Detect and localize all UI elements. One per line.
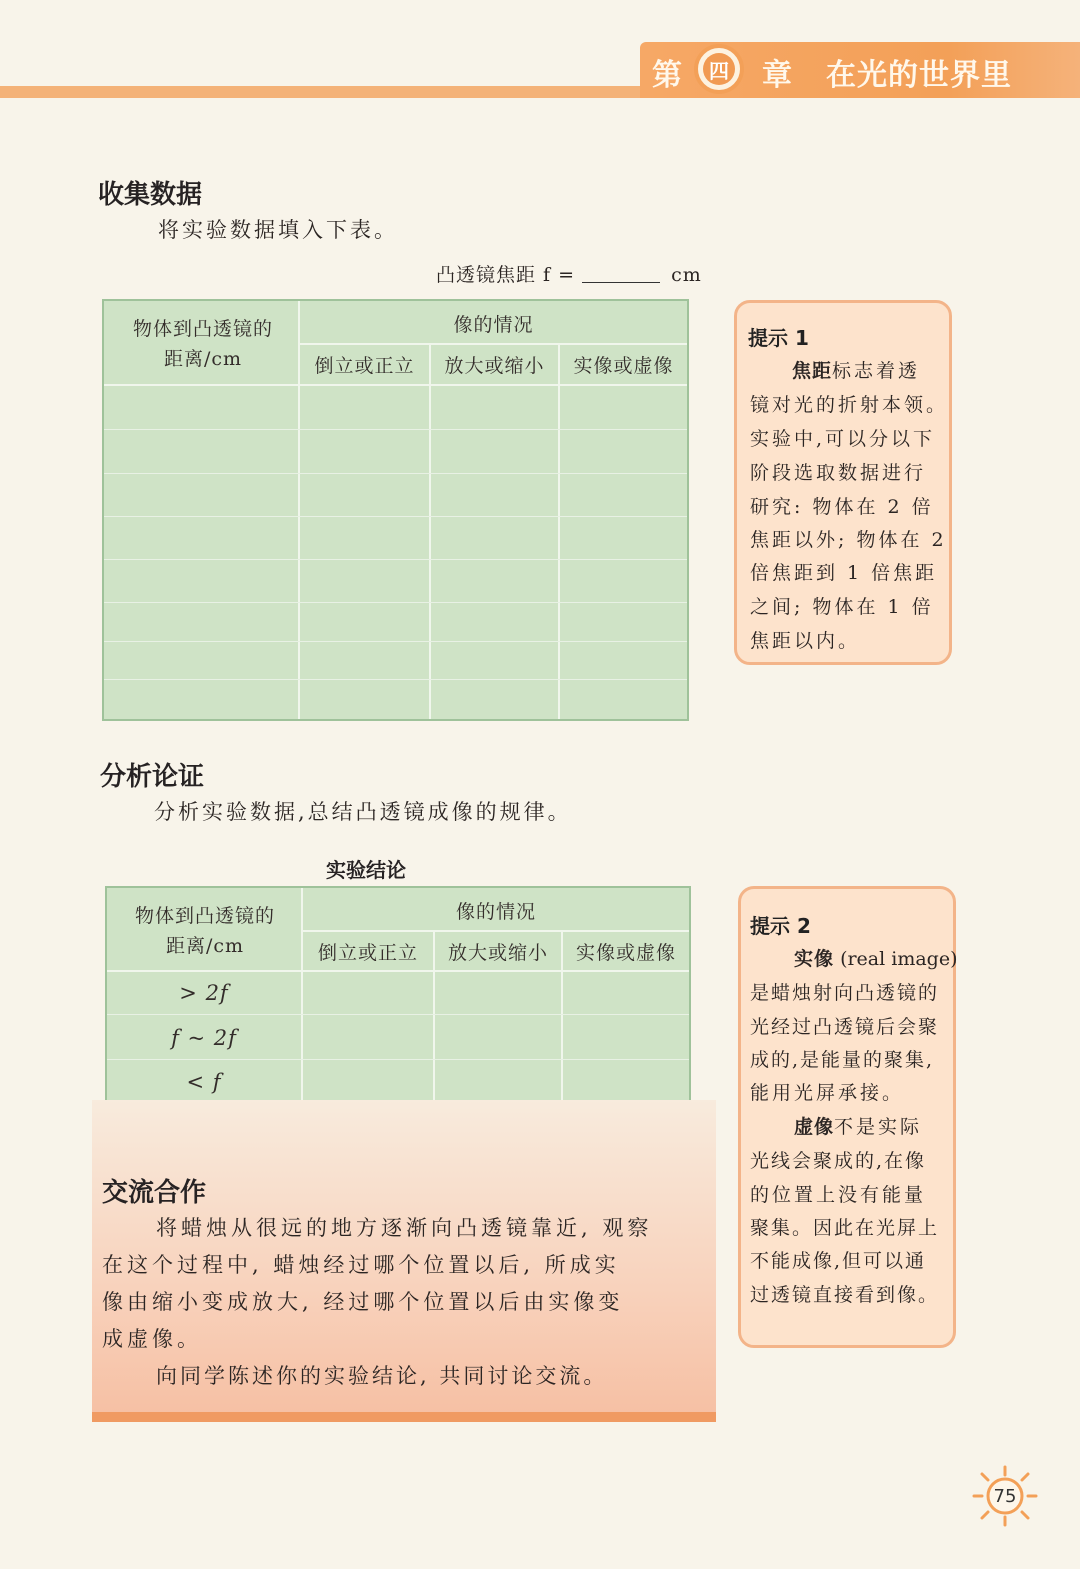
table-row-distance: > 2f: [179, 981, 229, 1005]
hint-2-line: 过透镜直接看到像。: [750, 1284, 940, 1306]
table-row-distance: f ~ 2f: [171, 1025, 237, 1050]
collab-section-rule: [92, 1412, 716, 1422]
table-row-distance: < f: [186, 1069, 222, 1094]
focal-length-label: 凸透镜焦距 f =: [436, 264, 576, 286]
hint-2-line: 能用光屏承接。: [750, 1082, 905, 1104]
hint-2-line: 聚集。因此在光屏上: [750, 1217, 940, 1239]
analyze-heading: 分析论证: [100, 762, 205, 792]
hint-2-line: 成的,是能量的聚集,: [750, 1049, 935, 1071]
chapter-number-badge: [694, 44, 744, 94]
page-number: 75: [993, 1486, 1017, 1507]
conclusion-table: [105, 886, 691, 1104]
hint-2-line: 实像 (real image): [794, 948, 958, 970]
conclusion-table-title: 实验结论: [326, 858, 406, 882]
hint-1-line: 焦距以内。: [750, 630, 861, 652]
hint-1-line: 焦距以外; 物体在 2: [750, 529, 947, 551]
hint-2-line: 光经过凸透镜后会聚: [750, 1016, 940, 1038]
collab-line: 成虚像。: [102, 1327, 202, 1351]
chapter-number: 四: [703, 53, 735, 85]
hint-1-line: 之间; 物体在 1 倍: [750, 596, 934, 618]
hint-1-line: 研究: 物体在 2 倍: [750, 496, 934, 518]
header-rule: [0, 86, 640, 98]
hint-1-line: 焦距标志着透: [792, 360, 921, 382]
collab-line: 在这个过程中, 蜡烛经过哪个位置以后, 所成实: [102, 1253, 620, 1277]
focal-length-line: [436, 260, 702, 287]
col-image-header: 像的情况: [455, 900, 536, 923]
hint-2-line: 是蜡烛射向凸透镜的: [750, 982, 940, 1004]
hint-2-line: 虚像不是实际: [794, 1116, 923, 1138]
collect-heading: 收集数据: [98, 180, 203, 210]
data-table: [102, 299, 689, 721]
collab-line: 像由缩小变成放大, 经过哪个位置以后由实像变: [102, 1290, 624, 1314]
collab-line: 向同学陈述你的实验结论, 共同讨论交流。: [156, 1364, 608, 1388]
hint-2-title: 提示 2: [750, 914, 811, 938]
col-size-header: 放大或缩小: [444, 355, 545, 377]
col-distance-header: 物体到凸透镜的距离/cm: [132, 318, 273, 370]
col-image-header: 像的情况: [453, 313, 534, 336]
hint-1-line: 阶段选取数据进行: [750, 462, 927, 484]
chapter-suffix: 章: [762, 58, 793, 93]
col-orientation-header: 倒立或正立: [314, 355, 415, 377]
hint-1-keyword: 焦距: [792, 360, 833, 382]
hint-1-line: 倍焦距到 1 倍焦距: [750, 562, 938, 584]
hint-2-line: 的位置上没有能量: [750, 1184, 927, 1206]
collab-line: 将蜡烛从很远的地方逐渐向凸透镜靠近, 观察: [156, 1216, 653, 1240]
col-size-header: 放大或缩小: [447, 941, 548, 964]
hint-2-line: 不能成像,但可以通: [750, 1250, 927, 1272]
col-distance-header: 物体到凸透镜的距离/cm: [134, 905, 275, 957]
collect-instruction: 将实验数据填入下表。: [158, 218, 398, 242]
col-type-header: 实像或虚像: [575, 941, 676, 964]
focal-length-unit: cm: [671, 264, 702, 286]
chapter-title: 在光的世界里: [826, 58, 1012, 93]
hint-2-line: 光线会聚成的,在像: [750, 1150, 927, 1172]
collab-heading: 交流合作: [102, 1178, 207, 1208]
focal-length-blank[interactable]: [582, 282, 660, 283]
chapter-prefix: 第: [652, 58, 683, 93]
hint-1-line: 实验中,可以分以下: [750, 428, 936, 450]
analyze-instruction: 分析实验数据,总结凸透镜成像的规律。: [154, 800, 572, 824]
col-type-header: 实像或虚像: [573, 355, 674, 377]
hint-1-title: 提示 1: [748, 326, 809, 350]
hint-2-keyword-real: 实像: [794, 948, 835, 970]
hint-2-keyword-virtual: 虚像: [794, 1116, 835, 1138]
hint-1-line: 镜对光的折射本领。: [750, 394, 949, 416]
col-orientation-header: 倒立或正立: [317, 941, 418, 964]
